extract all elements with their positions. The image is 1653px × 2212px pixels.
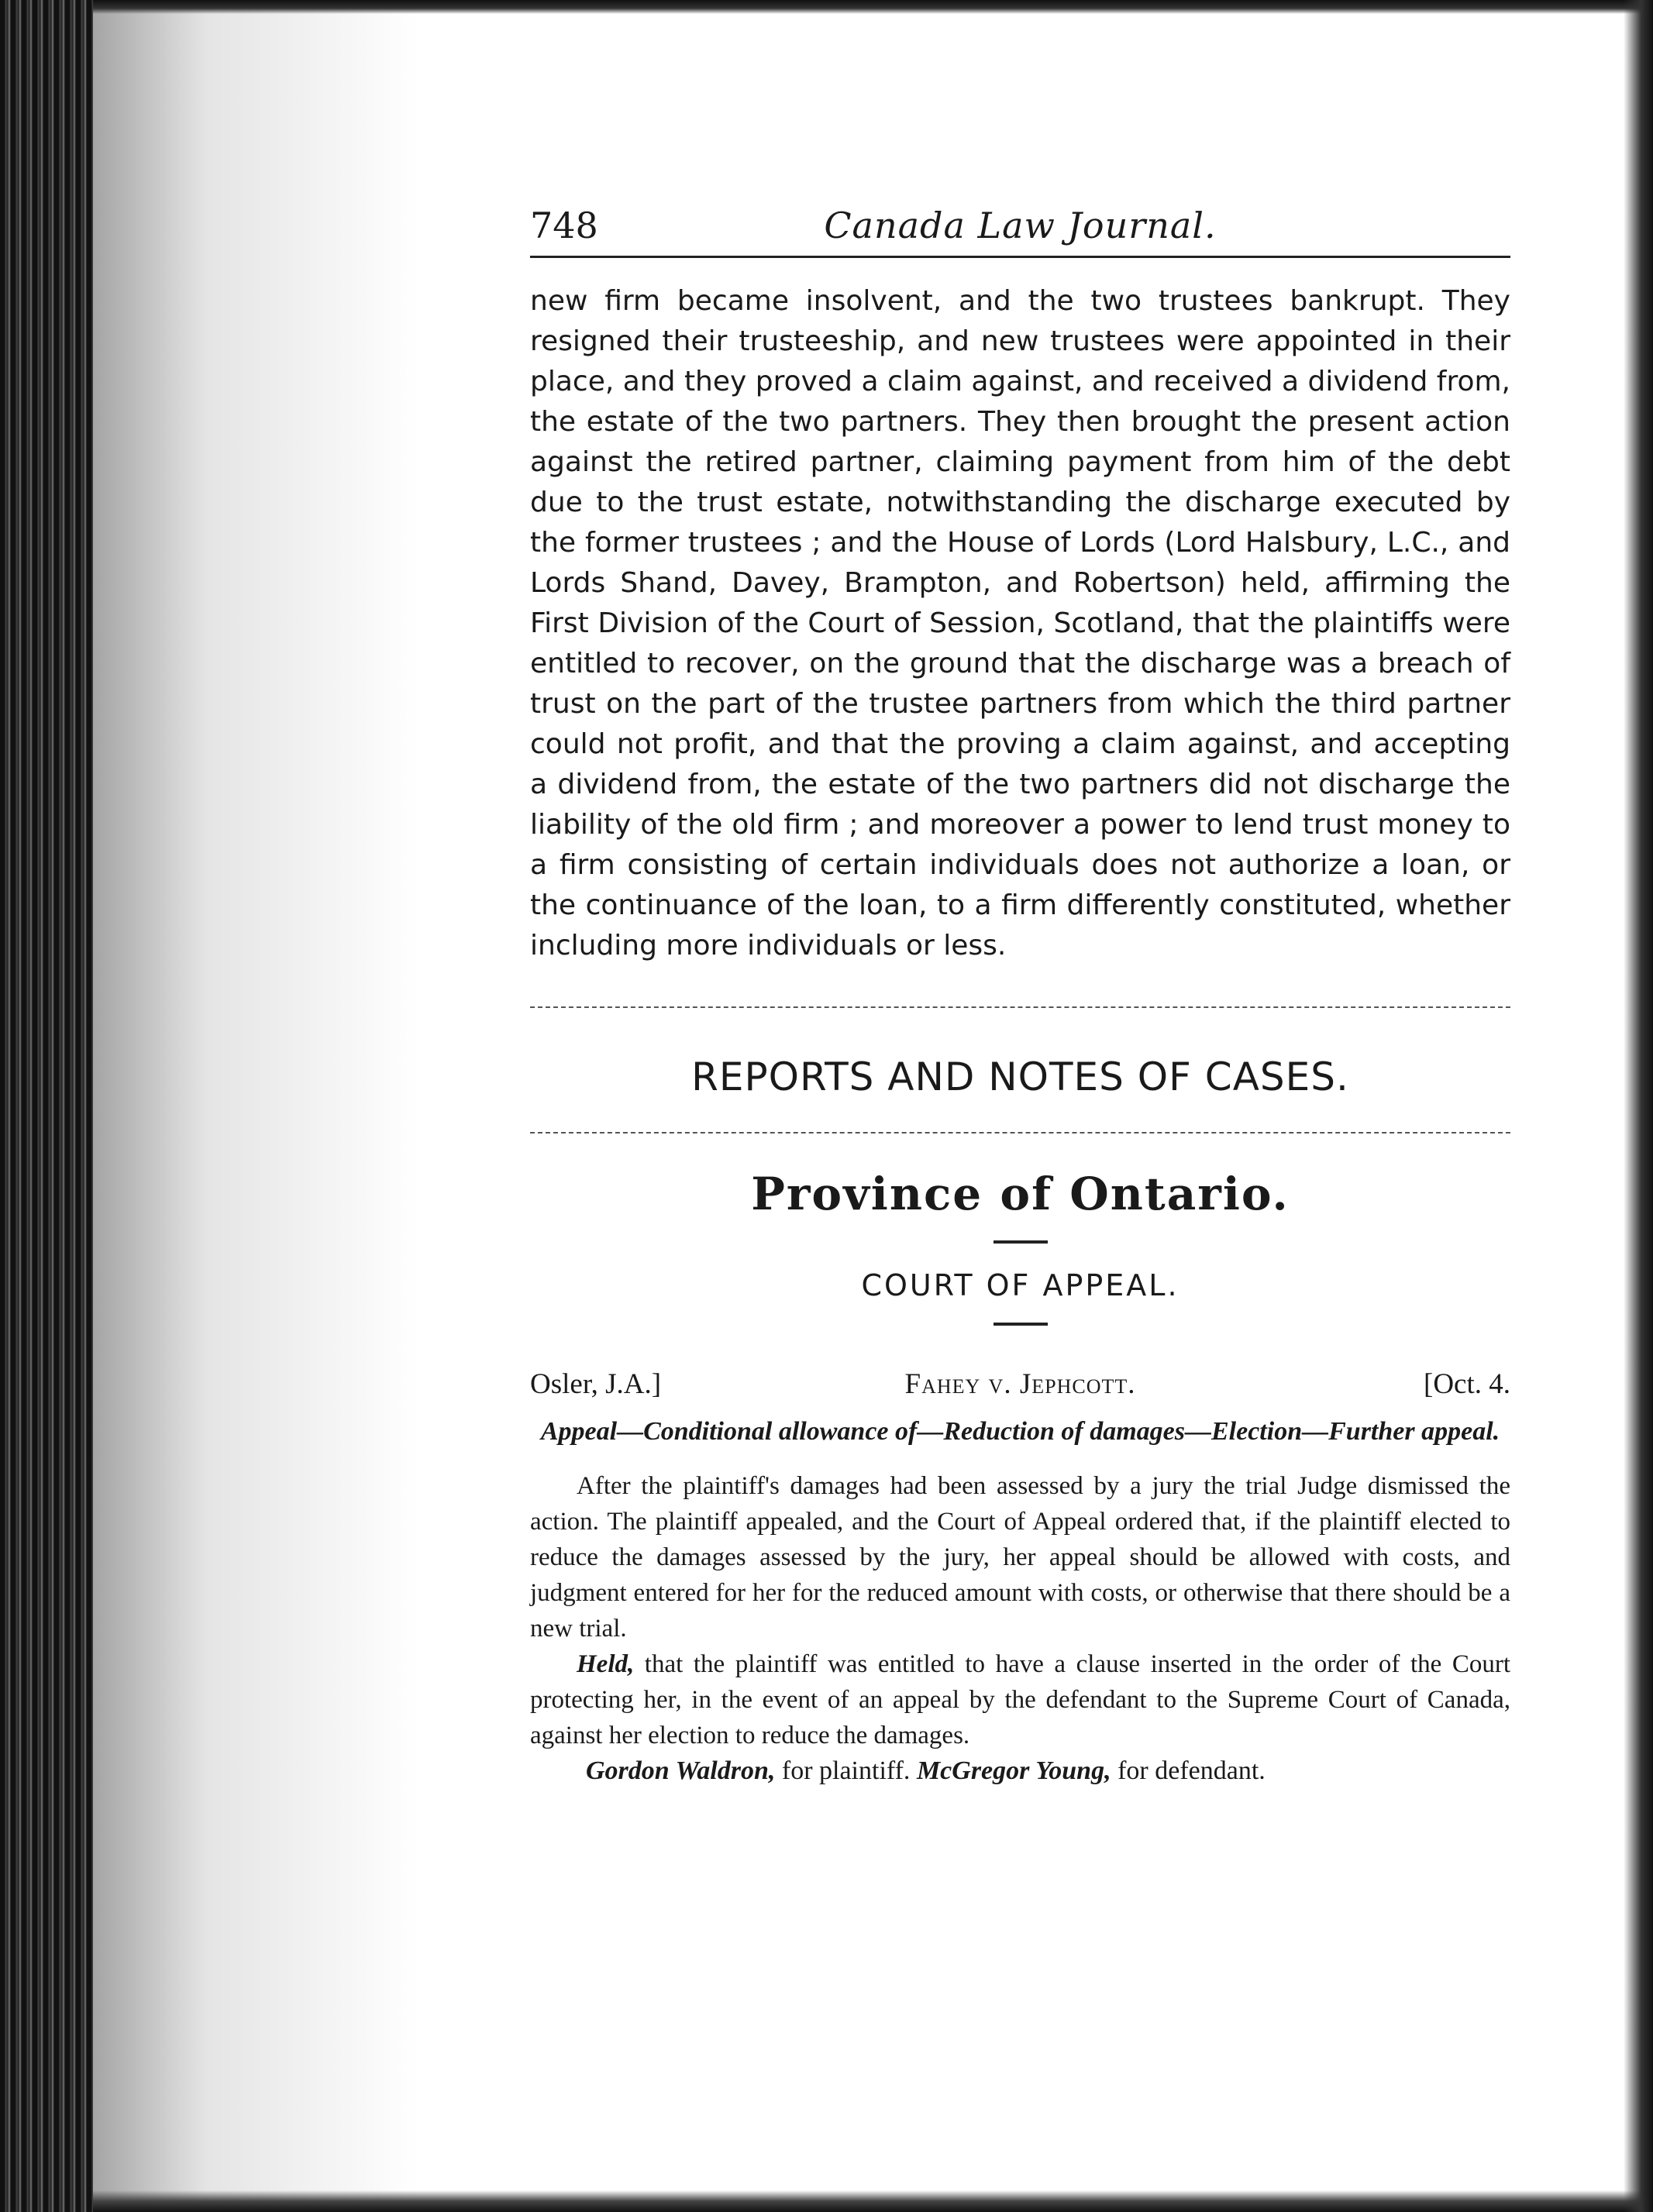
section-heading: REPORTS AND NOTES OF CASES.	[691, 1054, 1349, 1099]
scan-edge-right	[1624, 0, 1653, 2212]
gutter-shadow	[93, 0, 418, 2212]
document-page	[530, 194, 1510, 1789]
book-gutter	[0, 0, 93, 2212]
held-text: that the plaintiff was entitled to have a clause inserted in the order of the Court protecting her, in the event of an appeal by the defendant to the Supreme Court of Canada, against her election to reduce the damages.	[530, 1650, 1510, 1749]
counsel-plaintiff-role: for plaintiff.	[775, 1756, 911, 1785]
section-rule-top	[530, 1006, 1510, 1008]
counsel-defendant-role: for defendant.	[1111, 1756, 1266, 1785]
case-body	[530, 1468, 1510, 1753]
section-rule-bottom	[530, 1132, 1510, 1134]
page-number: 748	[530, 205, 598, 246]
scan-edge-bottom	[93, 2190, 1653, 2212]
running-head	[530, 194, 1510, 258]
scan-edge-top	[93, 0, 1653, 14]
case-headnote: Appeal—Conditional allowance of—Reduction of damages—Election—Further appeal.	[540, 1417, 1500, 1446]
province-heading: Province of Ontario.	[751, 1168, 1290, 1220]
short-divider	[994, 1323, 1048, 1326]
case-caption	[530, 1367, 1510, 1405]
counsel-plaintiff-name: Gordon Waldron,	[586, 1756, 776, 1785]
continuation-paragraph: new firm became insolvent, and the two trustees bankrupt. They resigned their trusteeship, and new trustees were appointed in their place, and they proved a claim against, and received a dividend from, the estate of the two partners. They then brought the present action against the retired partner, claiming payment from him of the debt due to the trust estate, notwithstanding the discharge executed by the former trustees ; and the House of Lords (Lord Halsbury, L.C., and Lords Shand, Davey, Brampton, and Robertson) held, affirming the First Division of the Court of Session, Scotland, that the plaintiffs were entitled to recover, on the ground that the discharge was a breach of trust on the part of the trustee partners from which the third partner could not profit, and that the proving a claim against, and accepting a dividend from, the estate of the two partners did not discharge the liability of the old firm ; and moreover a power to lend trust money to a firm consisting of certain individuals does not authorize a loan, or the continuance of the loan, to a firm differently constituted, whether including more individuals or less.	[530, 285, 1510, 962]
case-holding	[530, 1646, 1510, 1753]
case-name: Fahey v. Jephcott.	[904, 1368, 1136, 1400]
held-label: Held,	[577, 1650, 635, 1678]
counsel-defendant-name: McGregor Young,	[916, 1756, 1111, 1785]
case-date: [Oct. 4.	[1424, 1368, 1510, 1400]
counsel-line	[530, 1753, 1510, 1789]
short-divider	[994, 1240, 1048, 1244]
case-judge: Osler, J.A.]	[530, 1368, 662, 1400]
court-heading: COURT OF APPEAL.	[861, 1268, 1179, 1302]
case-facts: After the plaintiff's damages had been assessed by a jury the trial Judge dismissed the action. The plaintiff appealed, and the Court of Appeal ordered that, if the plaintiff elected to reduce the damages assessed by the jury, her appeal should be allowed with costs, and judgment entered for her for the reduced amount with costs, or otherwise that there should be a new trial.	[530, 1472, 1510, 1643]
journal-title: Canada Law Journal.	[824, 205, 1217, 246]
